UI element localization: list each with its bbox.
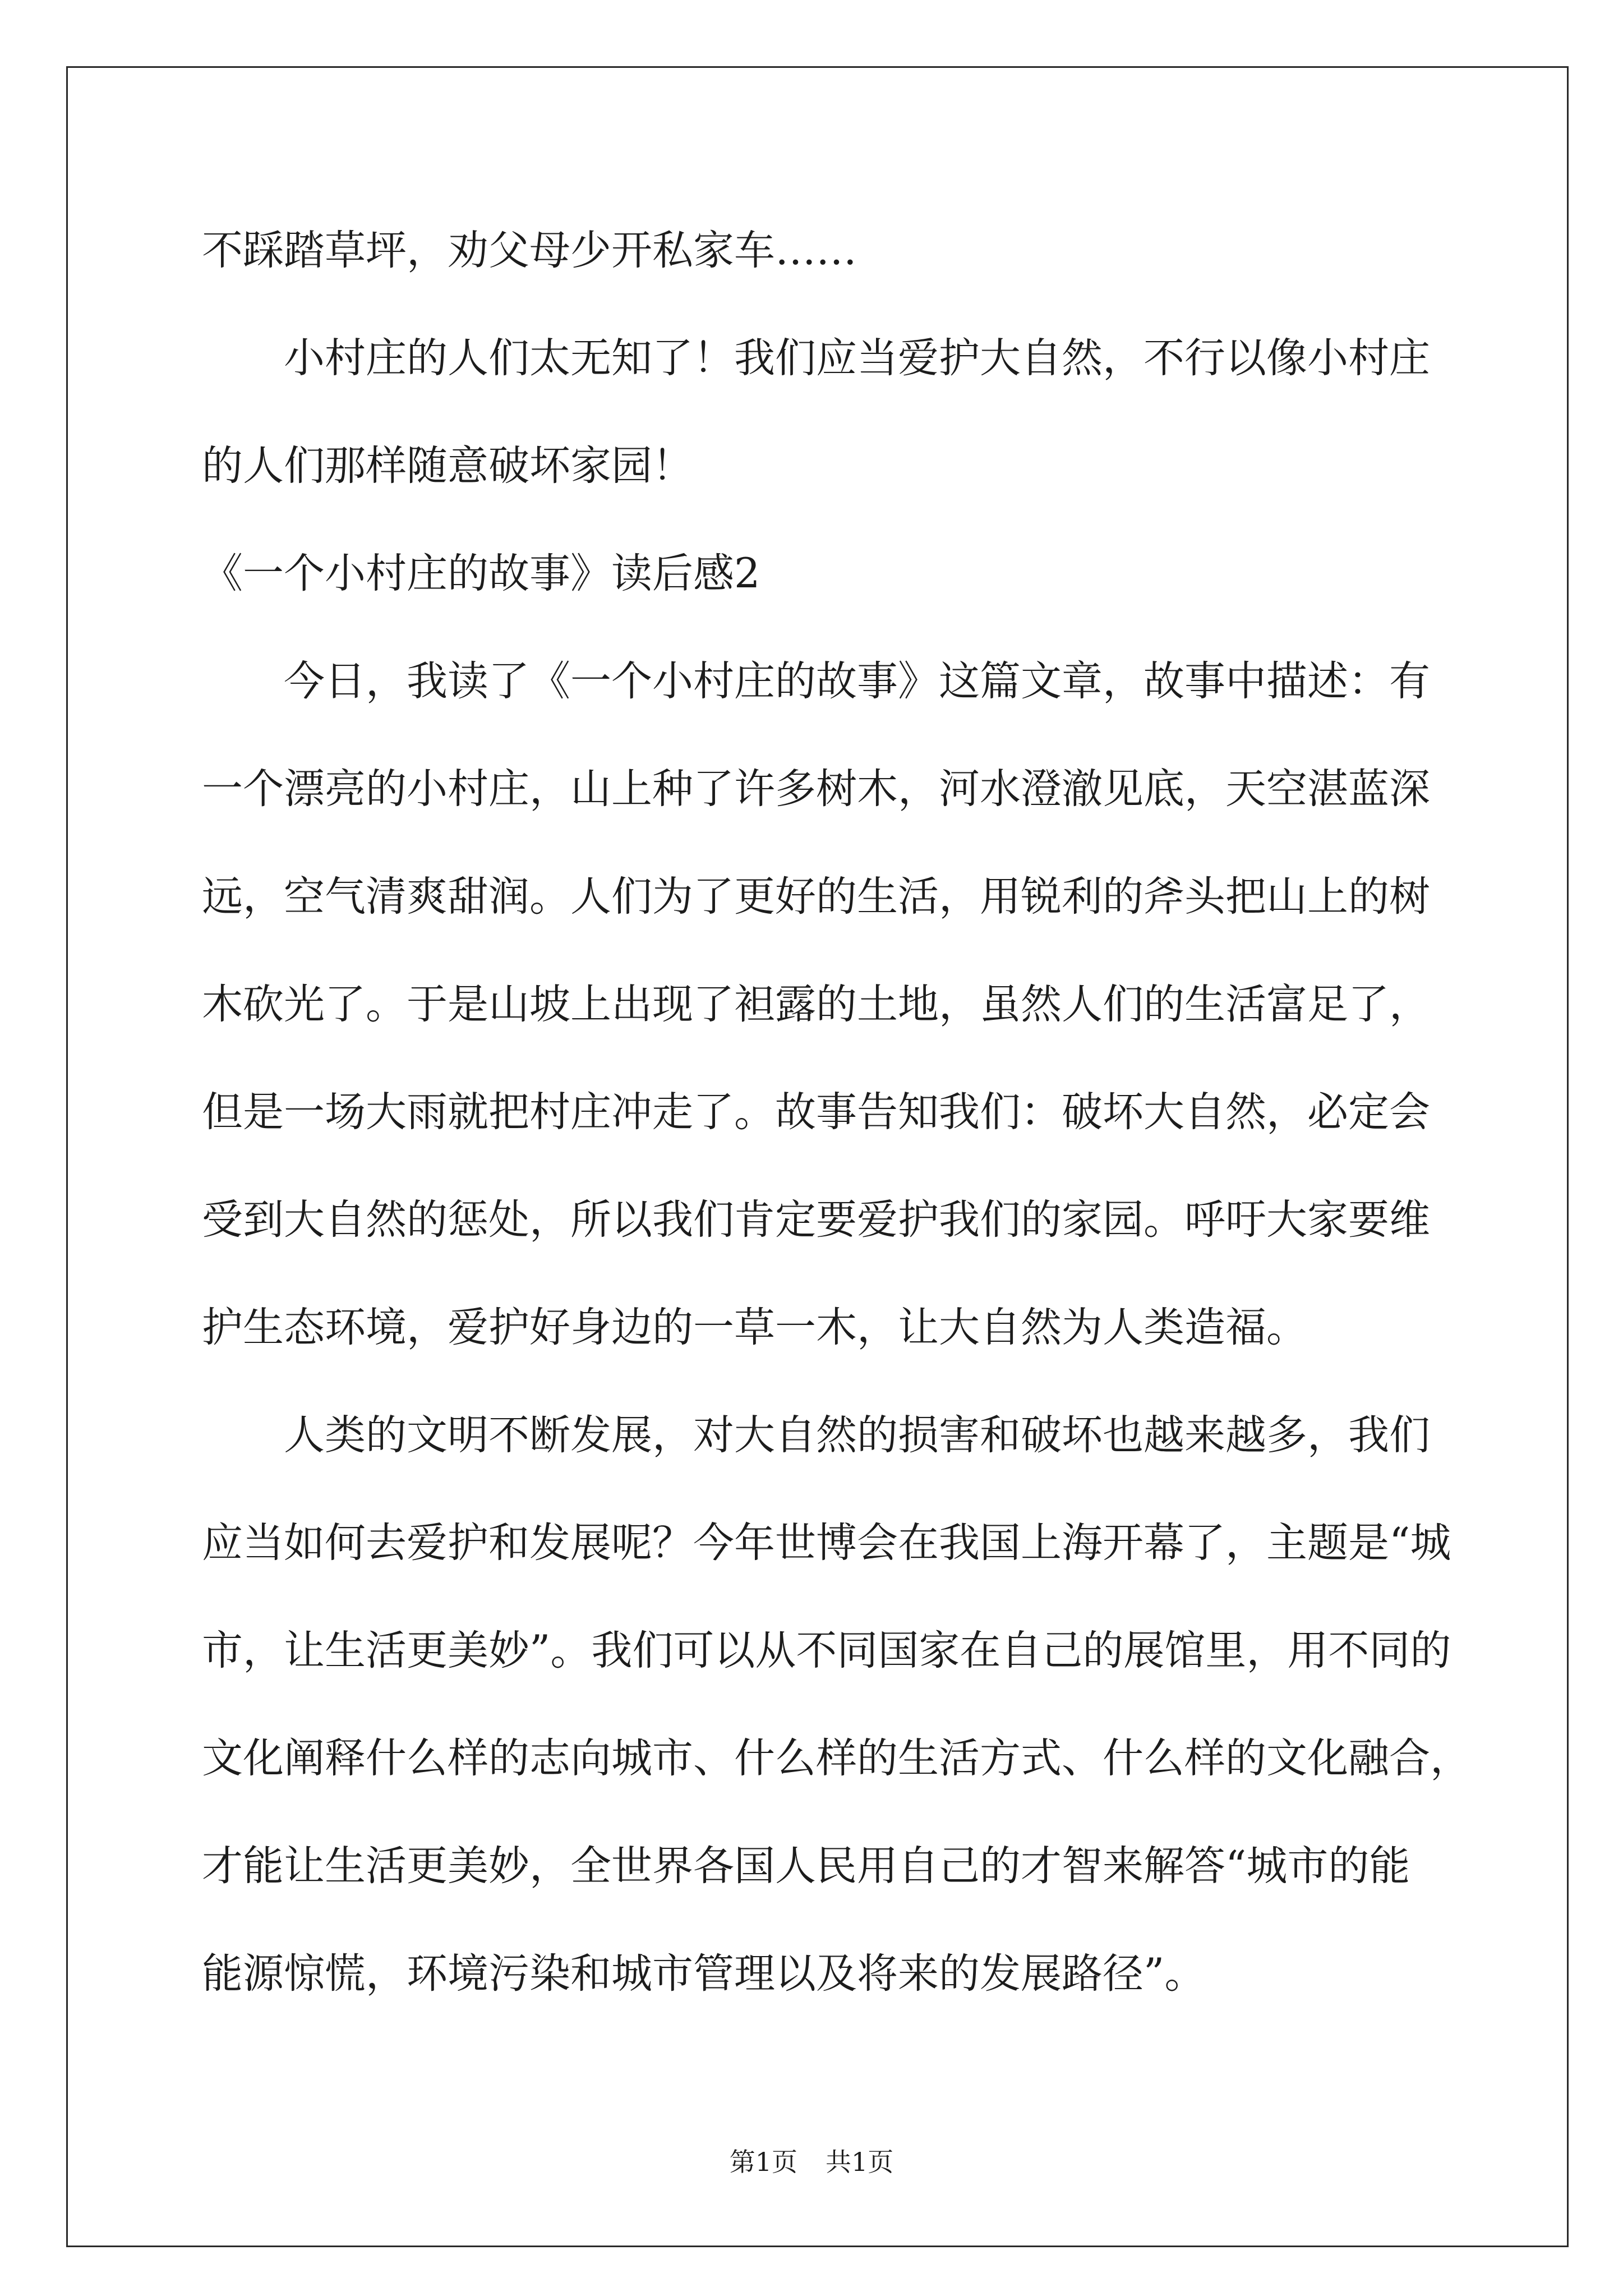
page-total: 共1页 (826, 2147, 894, 2177)
text-line: 文化阐释什么样的志向城市、什么样的生活方式、什么样的文化融合， (202, 1734, 1471, 1782)
text-line: 不踩踏草坪，劝父母少开私家车…… (202, 227, 857, 274)
text-line: 应当如何去爱护和发展呢？今年世博会在我国上海开幕了，主题是“城 (202, 1519, 1451, 1567)
text-line: 能源惊慌，环境污染和城市管理以及将来的发展路径”。 (202, 1950, 1206, 1998)
paragraph-first-line: 小村庄的人们太无知了！我们应当爱护大自然，不行以像小村庄 (284, 334, 1430, 382)
text-line: 受到大自然的惩处，所以我们肯定要爱护我们的家园。呼吁大家要维 (202, 1196, 1430, 1244)
page-number: 第1页 (729, 2147, 797, 2177)
text-line: 远，空气清爽甜润。人们为了更好的生活，用锐利的斧头把山上的树 (202, 873, 1430, 921)
text-line: 但是一场大雨就把村庄冲走了。故事告知我们：破坏大自然，必定会 (202, 1088, 1430, 1136)
page-footer (0, 2145, 1623, 2179)
text-line: 一个漂亮的小村庄，山上种了许多树木，河水澄澈见底，天空湛蓝深 (202, 765, 1430, 813)
document-body (202, 197, 1537, 2028)
text-line: 才能让生活更美妙，全世界各国人民用自己的才智来解答“城市的能 (202, 1842, 1410, 1890)
text-line: 木砍光了。于是山坡上出现了袒露的土地，虽然人们的生活富足了， (202, 981, 1430, 1028)
text-line: 护生态环境，爱护好身边的一草一木，让大自然为人类造福。 (202, 1304, 1307, 1351)
text-line: 市，让生活更美妙”。我们可以从不同国家在自己的展馆里，用不同的 (202, 1627, 1451, 1674)
paragraph-first-line: 今日，我读了《一个小村庄的故事》这篇文章，故事中描述：有 (284, 657, 1430, 705)
section-heading: 《一个小村庄的故事》读后感2 (202, 550, 760, 597)
paragraph-first-line: 人类的文明不断发展，对大自然的损害和破坏也越来越多，我们 (284, 1411, 1430, 1459)
text-line: 的人们那样随意破坏家园！ (202, 442, 693, 490)
